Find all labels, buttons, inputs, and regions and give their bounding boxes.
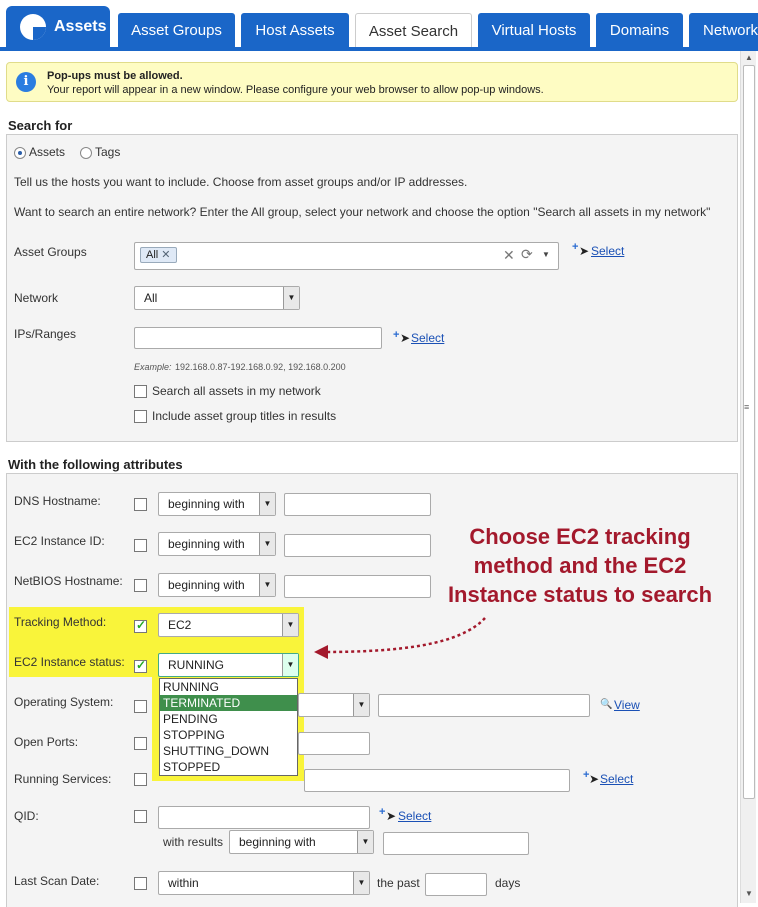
tracking-checkbox[interactable]	[134, 620, 147, 633]
attributes-title: With the following attributes	[8, 457, 183, 472]
ports-input[interactable]	[298, 732, 370, 755]
netbios-operator-select[interactable]	[158, 573, 276, 597]
qid-select-link[interactable]: Select	[398, 809, 432, 823]
plus-icon: +	[393, 329, 400, 341]
scrollbar-thumb[interactable]	[743, 65, 755, 799]
days-input[interactable]	[425, 873, 487, 896]
refresh-icon[interactable]: ⟳	[521, 246, 533, 262]
search-all-checkbox[interactable]	[134, 385, 147, 398]
asset-group-tag[interactable]	[140, 247, 177, 263]
chevron-down-icon[interactable]: ▼	[259, 533, 275, 555]
example-value: 192.168.0.87-192.168.0.92, 192.168.0.200	[175, 362, 346, 372]
qid-results-input[interactable]	[383, 832, 529, 855]
option-running[interactable]: RUNNING	[163, 680, 219, 694]
plus-icon: +	[583, 769, 590, 781]
hint-network: Want to search an entire network? Enter the All group, select your network and choose the option "Search all assets in my network"	[14, 205, 711, 219]
option-stopping[interactable]: STOPPING	[163, 728, 225, 742]
netbios-operator-value: beginning with	[168, 578, 245, 592]
assets-logo[interactable]	[6, 6, 110, 48]
chevron-down-icon[interactable]: ▼	[353, 872, 369, 894]
dns-label: DNS Hostname:	[14, 494, 101, 508]
dns-input[interactable]	[284, 493, 431, 516]
vertical-scrollbar[interactable]	[740, 51, 756, 903]
option-terminated[interactable]: TERMINATED	[160, 695, 297, 711]
hint-hosts: Tell us the hosts you want to include. Choose from asset groups and/or IP addresses.	[14, 175, 468, 189]
radio-tags-label: Tags	[95, 145, 121, 159]
clear-icon[interactable]: ✕	[503, 247, 515, 263]
option-pending[interactable]: PENDING	[163, 712, 218, 726]
plus-icon: +	[572, 241, 579, 253]
services-checkbox[interactable]	[134, 773, 147, 786]
chevron-down-icon[interactable]: ▼	[259, 574, 275, 596]
qid-label: QID:	[14, 809, 39, 823]
days-label: days	[495, 876, 521, 890]
ec2-id-input[interactable]	[284, 534, 431, 557]
ips-label: IPs/Ranges	[14, 327, 77, 341]
tab-host-assets[interactable]: Host Assets	[241, 13, 349, 48]
ips-select-link[interactable]: Select	[411, 331, 445, 345]
asset-groups-input[interactable]	[134, 242, 559, 270]
ec2-status-select[interactable]	[158, 653, 299, 677]
info-icon: i	[16, 72, 36, 92]
last-scan-label: Last Scan Date:	[14, 874, 100, 888]
ec2-status-label: EC2 Instance status:	[14, 655, 125, 669]
os-view-link[interactable]: View	[614, 698, 640, 712]
netbios-label: NetBIOS Hostname:	[14, 574, 123, 588]
option-stopped[interactable]: STOPPED	[163, 760, 221, 774]
cursor-icon: ➤	[400, 331, 411, 345]
top-navigation	[0, 0, 758, 48]
brand-title: Assets	[54, 18, 107, 35]
scroll-up-icon[interactable]: ▲	[745, 53, 753, 62]
include-titles-label: Include asset group titles in results	[152, 409, 337, 423]
chevron-down-icon[interactable]: ▼	[282, 614, 298, 636]
scroll-down-icon[interactable]: ▼	[745, 889, 753, 898]
chevron-down-icon[interactable]: ▼	[542, 250, 550, 259]
example-label: Example:	[134, 362, 172, 372]
network-value: All	[144, 291, 158, 305]
tab-asset-search[interactable]: Asset Search	[355, 13, 472, 48]
popup-alert	[6, 62, 738, 102]
netbios-checkbox[interactable]	[134, 579, 147, 592]
callout-annotation: Choose EC2 tracking method and the EC2 Instance status to search	[447, 524, 713, 607]
asset-groups-select-link[interactable]: Select	[591, 244, 625, 258]
with-results-label: with results	[163, 835, 224, 849]
assets-logo-icon	[20, 14, 46, 40]
tab-virtual-hosts[interactable]: Virtual Hosts	[478, 13, 590, 48]
cursor-icon: ➤	[579, 244, 590, 258]
view-icon: 🔍	[600, 699, 613, 710]
radio-assets-label: Assets	[29, 145, 66, 159]
tab-network[interactable]: Network	[689, 13, 758, 48]
callout-arrow	[300, 610, 500, 660]
include-titles-checkbox[interactable]	[134, 410, 147, 423]
dns-operator-select[interactable]	[158, 492, 276, 516]
radio-assets[interactable]	[14, 147, 26, 159]
asset-group-tag-label: All	[146, 249, 159, 261]
the-past-label: the past	[377, 876, 420, 890]
qid-input[interactable]	[158, 806, 370, 829]
ec2-id-checkbox[interactable]	[134, 539, 147, 552]
ips-input[interactable]	[134, 327, 382, 349]
ports-checkbox[interactable]	[134, 737, 147, 750]
asset-groups-label: Asset Groups	[14, 245, 87, 259]
os-label: Operating System:	[14, 695, 114, 709]
network-label: Network	[14, 291, 59, 305]
ec2-id-operator-select[interactable]	[158, 532, 276, 556]
option-shutting-down[interactable]: SHUTTING_DOWN	[163, 744, 269, 758]
tracking-method-select[interactable]	[158, 613, 299, 637]
alert-message: Your report will appear in a new window. Please configure your web browser to allow pop-up windows.	[47, 84, 544, 96]
tab-domains[interactable]: Domains	[596, 13, 683, 48]
network-select[interactable]	[134, 286, 300, 310]
dns-checkbox[interactable]	[134, 498, 147, 511]
plus-icon: +	[379, 806, 386, 818]
chevron-down-icon[interactable]: ▼	[283, 287, 299, 309]
last-scan-value: within	[168, 876, 199, 890]
qid-results-select[interactable]	[229, 830, 374, 854]
ec2-status-value: RUNNING	[168, 658, 224, 672]
cursor-icon: ➤	[589, 772, 600, 786]
services-select-link[interactable]: Select	[600, 772, 634, 786]
ports-label: Open Ports:	[14, 735, 79, 749]
search-for-title: Search for	[8, 118, 73, 133]
remove-tag-icon[interactable]: ✕	[161, 249, 171, 261]
tab-asset-groups[interactable]: Asset Groups	[118, 13, 235, 48]
services-input[interactable]	[304, 769, 570, 792]
ec2-id-label: EC2 Instance ID:	[14, 534, 105, 548]
ec2-status-dropdown-list	[159, 678, 298, 776]
radio-tags[interactable]	[80, 147, 92, 159]
tracking-method-value: EC2	[168, 618, 192, 632]
last-scan-checkbox[interactable]	[134, 877, 147, 890]
scrollbar-grip-icon: ≡	[744, 402, 750, 412]
chevron-down-icon[interactable]: ▼	[353, 694, 369, 716]
netbios-input[interactable]	[284, 575, 431, 598]
qid-checkbox[interactable]	[134, 810, 147, 823]
tracking-label: Tracking Method:	[14, 615, 107, 629]
alert-title: Pop-ups must be allowed.	[47, 70, 183, 82]
cursor-icon: ➤	[386, 809, 397, 823]
ec2-id-operator-value: beginning with	[168, 537, 245, 551]
chevron-down-icon[interactable]: ▼	[259, 493, 275, 515]
qid-results-value: beginning with	[239, 835, 316, 849]
search-all-label: Search all assets in my network	[152, 384, 321, 398]
last-scan-select[interactable]	[158, 871, 370, 895]
tab-underline	[0, 47, 758, 51]
ec2-status-checkbox[interactable]	[134, 660, 147, 673]
chevron-down-icon[interactable]: ▼	[357, 831, 373, 853]
os-input[interactable]	[378, 694, 590, 717]
chevron-down-icon[interactable]: ▼	[282, 654, 298, 676]
dns-operator-value: beginning with	[168, 497, 245, 511]
os-operator-select[interactable]	[298, 693, 370, 717]
os-checkbox[interactable]	[134, 700, 147, 713]
services-label: Running Services:	[14, 772, 112, 786]
